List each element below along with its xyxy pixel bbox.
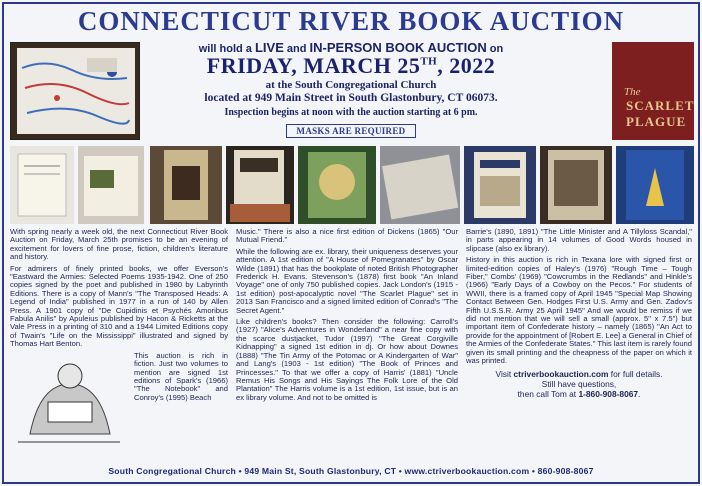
photo-book-7 [464,146,536,224]
paragraph: Barrie's (1890, 1891) "The Little Minister and A Tillyloss Scandal," in parts appearing in 14 volumes of Good Words housed in slipcase (also ex library). [466,227,692,253]
paragraph: This auction is rich in fiction. Just two volumes to mention are signed 1st editions of Spark's (1966) "The Notebook" and Conroy's (1995) Beach [134,350,228,402]
contact-info: Visit ctriverbookauction.com for full details. Still have questions, then call Tom at 1-860-908-8067. [495,368,663,399]
paragraph: With spring nearly a week old, the next Connecticut River Book Auction on Friday, March 25th promises to be an evening of excitement for lovers of fine prose, fiction, children's literature and history. [10,227,228,262]
photo-book-8 [540,146,612,224]
illustration-reader-image [10,354,128,446]
photo-book-9 [616,146,694,224]
intro-line: will hold a LIVE and IN-PERSON BOOK AUCTION on [198,40,504,55]
inspection-time: Inspection begins at noon with the auction starting at 6 pm. [224,107,478,118]
footer-bar: South Congregational Church • 949 Main St, South Glastonbury, CT • www.ctriverbookauction.com • 860-908-8067 [108,466,594,476]
paragraph: Music." There is also a nice first edition of Dickens (1865) "Our Mutual Friend." [236,227,458,245]
photo-book-2 [78,146,144,224]
photo-framed-map [10,42,140,140]
photo-scarlet-plague-cover: The SCARLET PLAGUE [612,42,694,140]
paragraph: Like children's books? Then consider the following: Carroll's (1927) "Alice's Adventures in Wonderland" a near fine copy with the scarce dustjacket, Tudor (1997) "The Great Corgiville Kidnapping" a signed 1st edition in dj. Or how about Downes (1888) "The Tin Army of the Potomac or A Kindergarten of War" and Lang's (1903 - 1st edition) "The Book of Princes and Princesses." To that we offer a copy of Harris' (1881) "Uncle Remus His Songs and His Sayings The Folk Lore of the Old Plantation" The Harris volume is a 1st edition, 1st issue, but is an ex library volume. And not to be omitted is [236,317,458,402]
website-link[interactable]: ctriverbookauction.com [513,368,609,379]
location-address: located at 949 Main Street in South Glastonbury, CT 06073. [204,92,498,104]
photo-book-3 [150,146,222,224]
body-column-1 [10,228,228,446]
body-column-2 [236,228,458,405]
paragraph: History in this auction is rich in Texana lore with signed first or limited-edition copies of Haley's (1976) "Rough Time – Tough Fiber," Combs' (1969) "Cowcrumbs in the Redlands" and Hinkle's (1966) "Early Days of a Cowboy on the Pecos." For students of WWII, there is a framed copy of April 1945 "Special Map Showing Contact Between Gen. Hodges First U.S. Army and Gen. Zadov's Fifth U.S.S.R. Army 25 April 1945" And we would be remiss if we did not mention that we will sell a small (approx. 5" x 7.5") but important item of Confederate history – namely (1865) "An Act to provide for the appointment of [Robert E. Lee] a General in Chief of the Armies of the Confederate States." This last item is rarely found given its small printing and the cheapness of the paper on which it was printed. [466,255,692,366]
page-title: CONNECTICUT RIVER BOOK AUCTION [77,6,625,36]
body-column-3 [466,228,692,399]
paragraph: While the following are ex. library, their uniqueness deserves your attention. A 1st edition of "A House of Pomegranates" by Oscar Wilde (1891) that has the bookplate of noted British Photographer Frederick H. Evans. Stevenson's (1878) first book "An Inland Voyage" one of only 750 published copies. Jack London's (1915 - 1st edition) post-apocalyptic novel "The Scarlet Plague" set in 2013 San Francisco and a signed limited edition of Conrad's "The Secret Agent." [236,246,458,315]
phone-number[interactable]: 1-860-908-8067 [578,388,639,399]
masks-notice: MASKS ARE REQUIRED [286,124,416,138]
photo-book-5 [298,146,376,224]
location-church: at the South Congregational Church [265,79,437,91]
photo-book-good-words [226,146,294,224]
auction-date: FRIDAY, MARCH 25TH, 2022 [206,53,496,78]
paragraph: For admirers of finely printed books, we offer Everson's "Eastward the Armies: Selected Poems 1935-1942. One of 250 copies signed by the poet and published in 1980 by Labyrinth Editions. There is a copy of Mann's "The Transposed Heads: A Legend of India" published in 1977 in a run of 140 by Allen Press. A 1901 copy of "De Cupidinis et Psychés Amoribus Fabula Anilis" by Apuleius published by Hacon & Ricketts at the Vale Press in a printing of 310 and a 1944 Limited Editions copy of Twain's "Life on the Mississippi" illustrated and signed by Thomas Hart Benton. [10,263,228,349]
photo-book-1 [10,146,74,224]
photo-book-6 [380,146,460,224]
